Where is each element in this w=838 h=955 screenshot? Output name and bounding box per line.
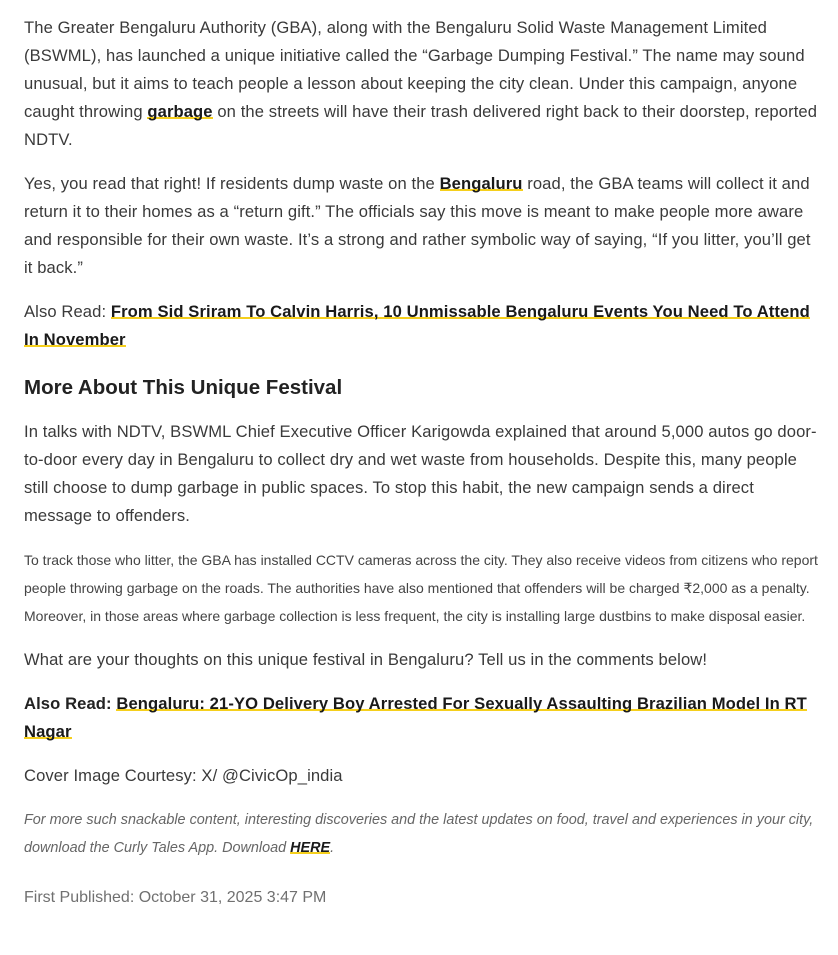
paragraph-return-gift-text-2: road, the GBA teams will collect it and return it to their homes as a “return gift.” The officials say this move is meant to make people more aware and responsible for their own waste. It’s a strong and rather symbolic way of saying, “If you litter, you’ll get it back.” <box>24 174 811 277</box>
published-date: First Published: October 31, 2025 3:47 PM <box>24 889 327 906</box>
garbage-link[interactable]: garbage <box>147 102 213 121</box>
bengaluru-link[interactable]: Bengaluru <box>439 174 523 193</box>
paragraph-cctv: To track those who litter, the GBA has installed CCTV cameras across the city. They also receive videos from citizens who report people throwing garbage on the roads. The authorities have also mentioned that offenders will be charged ₹2,000 as a penalty. Moreover, in those areas where garbage collection is less frequent, the city is installing large dustbins to make disposal easier. <box>24 552 818 624</box>
also-read-label-bold: Also Read: <box>24 694 117 713</box>
also-read-label: Also Read: <box>24 302 111 321</box>
paragraph-return-gift-text-1: Yes, you read that right! If residents dump waste on the <box>24 174 440 193</box>
paragraph-intro <box>24 14 822 154</box>
paragraph-thoughts: What are your thoughts on this unique festival in Bengaluru? Tell us in the comments below! <box>24 650 708 669</box>
app-note-end: . <box>330 840 335 856</box>
paragraph-return-gift <box>24 170 822 282</box>
paragraph-intro-text-1: The Greater Bengaluru Authority (GBA), along with the Bengaluru Solid Waste Management Limited (BSWML), has launched a unique initiative called the “Garbage Dumping Festival.” The name may sound unusual, but it aims to teach people a lesson about keeping the city clean. Under this campaign, anyone caught throwing <box>24 18 805 121</box>
app-download-note <box>24 806 822 862</box>
also-read-arrest <box>24 690 822 746</box>
section-heading: More About This Unique Festival <box>24 376 343 399</box>
also-read-events-link[interactable]: From Sid Sriram To Calvin Harris, 10 Unmissable Bengaluru Events You Need To Attend In November <box>24 302 810 349</box>
also-read-arrest-link[interactable]: Bengaluru: 21-YO Delivery Boy Arrested For Sexually Assaulting Brazilian Model In RT Nagar <box>24 694 807 741</box>
cover-image-credit: Cover Image Courtesy: X/ @CivicOp_india <box>24 766 343 785</box>
download-here-link[interactable]: HERE <box>290 840 331 856</box>
app-note-text: For more such snackable content, interesting discoveries and the latest updates on food, travel and experiences in your city, download the Curly Tales App. Download <box>24 812 814 856</box>
also-read-events <box>24 298 822 354</box>
paragraph-ndtv-talks: In talks with NDTV, BSWML Chief Executive Officer Karigowda explained that around 5,000 autos go door-to-door every day in Bengaluru to collect dry and wet waste from households. Despite this, many people still choose to dump garbage in public spaces. To stop this habit, the new campaign sends a direct message to offenders. <box>24 422 817 525</box>
paragraph-intro-text-2: on the streets will have their trash delivered right back to their doorstep, reported NDTV. <box>24 102 818 149</box>
